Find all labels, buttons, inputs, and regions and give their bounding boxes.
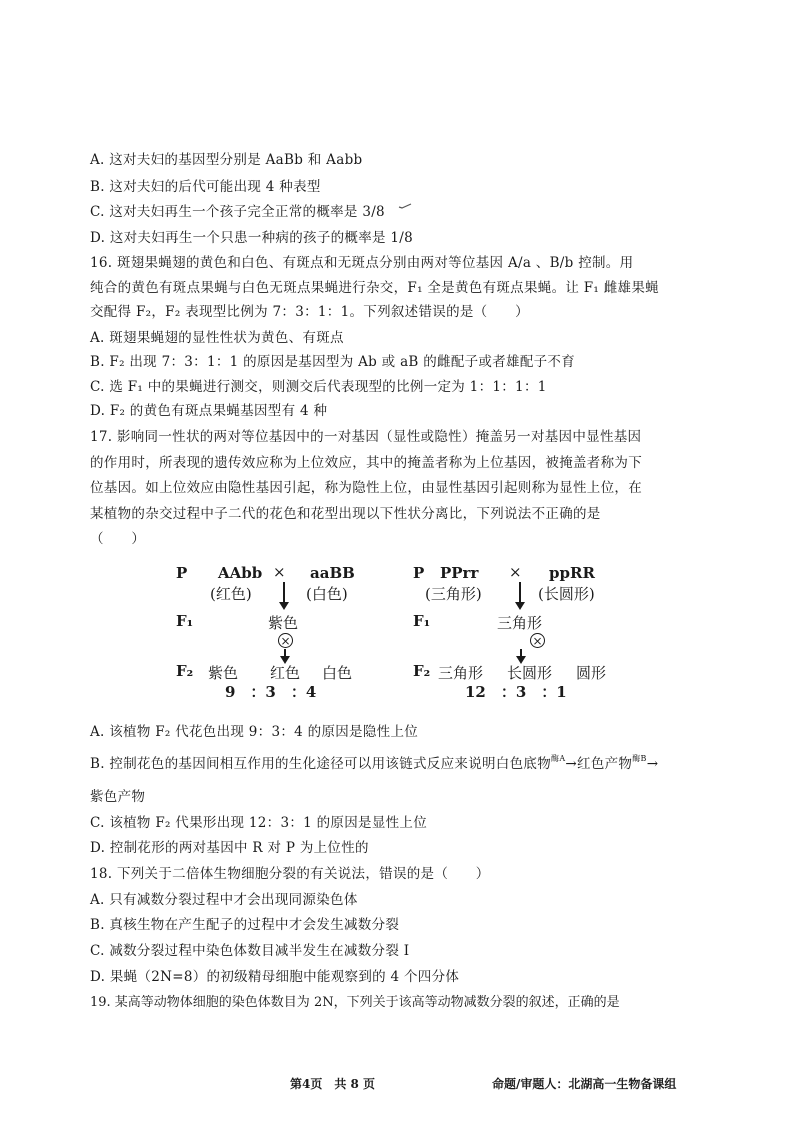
parent2-genotype: ppRR <box>549 564 595 582</box>
f2-phenotype-2: 长圆形 <box>507 664 553 682</box>
parent2-phenotype: (白色) <box>306 585 348 603</box>
parent1-phenotype: (红色) <box>210 585 252 603</box>
f2-phenotype-3: 圆形 <box>576 664 607 682</box>
enzyme-b-arrow: $^{酶B}$→ <box>632 754 659 772</box>
f2-generation-label: F₂ <box>413 662 431 680</box>
q17-option-d: D. 控制花形的两对基因中 R 对 P 为上位性的 <box>90 840 369 856</box>
down-arrow-icon <box>283 582 285 608</box>
f2-phenotype-1: 紫色 <box>208 664 239 682</box>
q17-option-a: A. 该植物 F₂ 代花色出现 9：3：4 的原因是隐性上位 <box>90 724 419 740</box>
q15-option-d: D. 这对夫妇再生一个只患一种病的孩子的概率是 1/8 <box>90 230 414 246</box>
q18-option-c: C. 减数分裂过程中染色体数目减半发生在减数分裂 I <box>90 943 410 959</box>
q19-stem: 19. 某高等动物体细胞的染色体数目为 2N，下列关于该高等动物减数分裂的叙述，正确的是 <box>90 995 620 1010</box>
f2-phenotype-3: 白色 <box>322 664 353 682</box>
enzyme-a-arrow: $^{酶A}$→ <box>551 754 578 772</box>
q17-option-b-text: B. 控制花色的基因间相互作用的生化途径可以用该链式反应来说明白色底物 <box>90 756 552 772</box>
q17-option-c: C. 该植物 F₂ 代果形出现 12：3：1 的原因是显性上位 <box>90 815 428 831</box>
q16-stem-line3: 交配得 F₂，F₂ 表现型比例为 7：3：1：1。下列叙述错误的是（ ） <box>90 304 529 320</box>
q18-option-d: D. 果蝇（2N=8）的初级精母细胞中能观察到的 4 个四分体 <box>90 969 460 985</box>
pencil-tick-mark <box>398 203 412 209</box>
q15-option-c: C. 这对夫妇再生一个孩子完全正常的概率是 3/8 <box>90 204 385 220</box>
q17-option-b-continued: 紫色产物 <box>90 789 146 805</box>
f1-phenotype: 三角形 <box>497 614 543 632</box>
parent1-genotype: PPrr <box>440 564 479 582</box>
q16-option-b: B. F₂ 出现 7：3：1：1 的原因是基因型为 Ab 或 aB 的雌配子或者雄配子不育 <box>90 354 576 370</box>
q17-stem-line1: 17. 影响同一性状的两对等位基因中的一对基因（显性或隐性）掩盖另一对基因中显性基因 <box>90 429 642 445</box>
parent2-phenotype: (长圆形) <box>538 585 595 603</box>
f1-phenotype: 紫色 <box>268 614 299 632</box>
q16-stem-line1: 16. 斑翅果蝇翅的黄色和白色、有斑点和无斑点分别由两对等位基因 A/a 、B/b 控制。用 <box>90 255 634 271</box>
selfing-symbol-icon: × <box>530 633 545 648</box>
q17-stem-line3: 位基因。如上位效应由隐性基因引起，称为隐性上位，由显性基因引起则称为显性上位，在 <box>90 480 642 496</box>
p-generation-label: P <box>413 564 425 582</box>
cross-symbol: × <box>273 563 286 581</box>
parent1-genotype: AAbb <box>218 564 263 582</box>
enzyme-a-label: 酶A <box>551 754 566 763</box>
red-product-text: 红色产物 <box>577 756 633 772</box>
q17-option-b <box>90 752 658 772</box>
q17-stem-line4: 某植物的杂交过程中子二代的花色和花型出现以下性状分离比，下列说法不正确的是 <box>90 506 601 522</box>
parent2-genotype: aaBB <box>310 564 355 582</box>
q17-stem-line2: 的作用时，所表现的遗传效应称为上位效应，其中的掩盖者称为上位基因，被掩盖者称为下 <box>90 455 642 471</box>
f2-phenotype-2: 红色 <box>270 664 301 682</box>
cross-symbol: × <box>509 563 522 581</box>
author-credit: 命题/审题人：北湖高一生物备课组 <box>492 1077 677 1091</box>
q16-option-c: C. 选 F₁ 中的果蝇进行测交，则测交后代表现型的比例一定为 1：1：1：1 <box>90 379 547 395</box>
page-number: 第4页 共 8 页 <box>290 1077 376 1091</box>
f2-phenotype-1: 三角形 <box>438 664 484 682</box>
q16-stem-line2: 纯合的黄色有斑点果蝇与白色无斑点果蝇进行杂交，F₁ 全是黄色有斑点果蝇。让 F₁ 雌雄果蝇 <box>90 280 659 296</box>
f1-generation-label: F₁ <box>176 612 194 630</box>
q18-option-a: A. 只有减数分裂过程中才会出现同源染色体 <box>90 892 358 908</box>
f1-generation-label: F₁ <box>413 612 431 630</box>
f2-generation-label: F₂ <box>176 662 194 680</box>
f2-ratio: 9 ：3 ：4 <box>225 683 317 701</box>
down-arrow-icon <box>284 649 286 662</box>
f2-ratio: 12 ：3 ：1 <box>465 683 567 701</box>
q15-option-a: A. 这对夫妇的基因型分别是 AaBb 和 Aabb <box>90 152 363 168</box>
parent1-phenotype: (三角形) <box>425 585 482 603</box>
down-arrow-icon <box>520 649 522 662</box>
q15-option-b: B. 这对夫妇的后代可能出现 4 种表型 <box>90 179 321 195</box>
down-arrow-icon <box>519 582 521 608</box>
q18-option-b: B. 真核生物在产生配子的过程中才会发生减数分裂 <box>90 917 400 933</box>
enzyme-b-label: 酶B <box>632 754 647 763</box>
q17-answer-blank: （ ） <box>90 531 146 547</box>
selfing-symbol-icon: × <box>278 633 293 648</box>
q18-stem: 18. 下列关于二倍体生物细胞分裂的有关说法，错误的是（ ） <box>90 866 490 882</box>
p-generation-label: P <box>176 564 188 582</box>
q16-option-d: D. F₂ 的黄色有斑点果蝇基因型有 4 种 <box>90 403 328 419</box>
q16-option-a: A. 斑翅果蝇翅的显性性状为黄色、有斑点 <box>90 330 344 346</box>
